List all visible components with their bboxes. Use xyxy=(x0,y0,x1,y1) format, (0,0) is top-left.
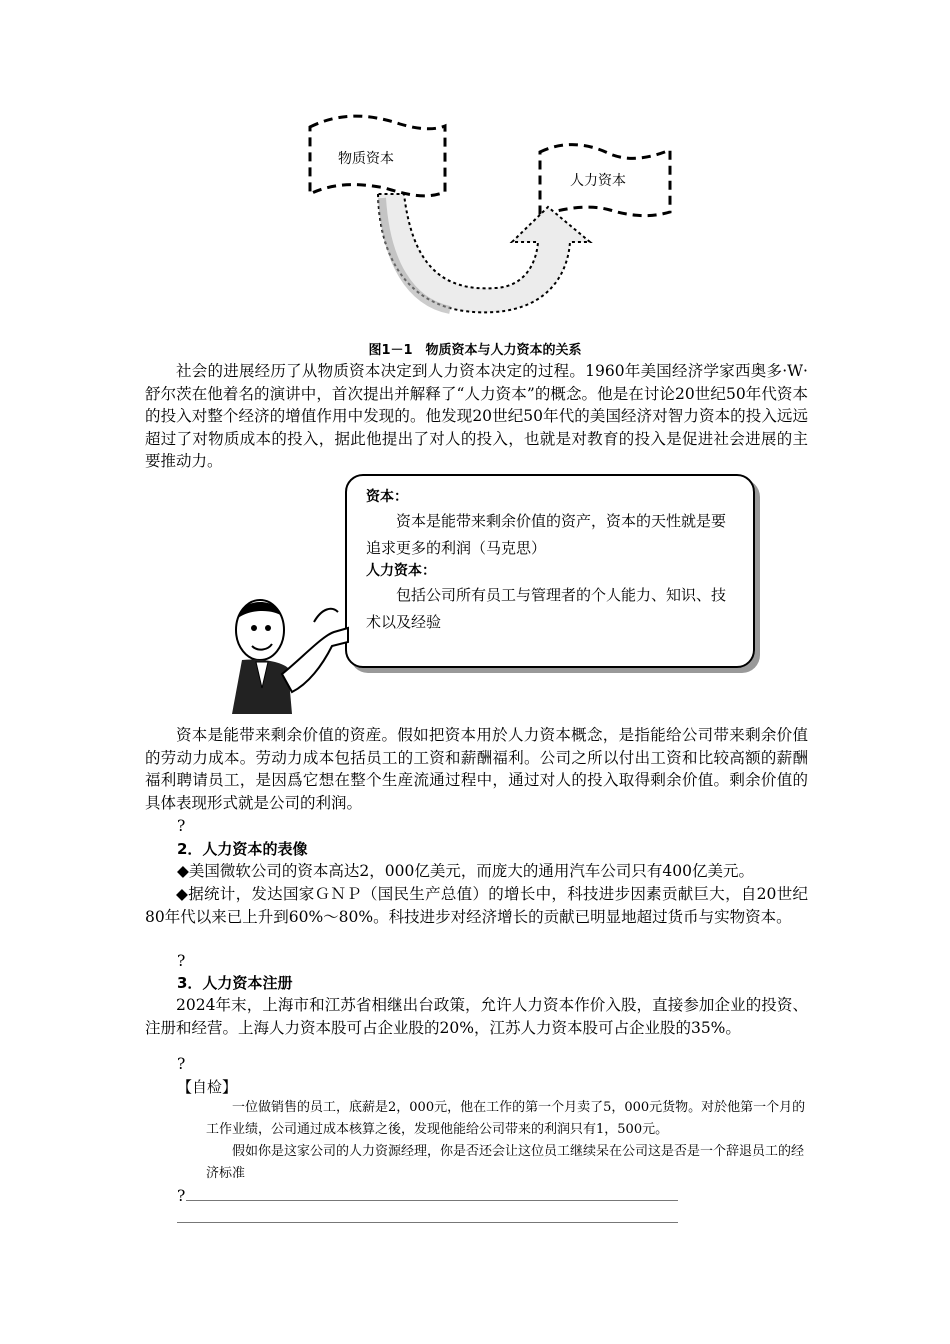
question-mark-2: ? xyxy=(177,952,186,970)
intro-paragraph: 社会的进展经历了从物质资本决定到人力资本决定的过程。1960年美国经济学家西奥多·W·舒尔茨在他着名的演讲中，首次提出并解释了“人力资本”的概念。他是在讨论20世纪50年代资本的投入对整个经济的增值作用中发现的。他发现20世纪50年代的美国经济对智力资本的投入远远超过了对物质成本的投入，据此他提出了对人的投入，也就是对教育的投入是促进社会进展的主要推动力。 xyxy=(145,362,808,470)
question-mark-1: ? xyxy=(177,817,186,835)
section3-paragraph: 2024年末，上海市和江苏省相继出台政策，允许人力资本作价入股，直接参加企业的投资、注册和经营。上海人力资本股可占企业股的20%，江苏人力资本股可占企业股的35%。 xyxy=(145,996,808,1037)
section2-bullet-1: ◆美国微软公司的资本高达2，000亿美元，而庞大的通用汽车公司只有400亿美元。 xyxy=(177,862,754,880)
question-mark-4: ? xyxy=(177,1187,186,1205)
answer-line-2[interactable] xyxy=(177,1222,678,1223)
question-mark-3: ? xyxy=(177,1055,186,1073)
capital-paragraph: 资本是能带来剩余价值的资産。假如把资本用於人力资本概念，是指能给公司带来剩余价值的劳动力成本。劳动力成本包括员工的工资和薪酬福利。公司之所以付出工资和比较高额的薪酬福利聘请员工，是因爲它想在整个生産流通过程中，通过对人的投入取得剩余价值。剩余价值的具体表现形式就是公司的利润。 xyxy=(145,726,808,812)
capital-relationship-diagram xyxy=(300,112,680,327)
callout-def-capital: 资本是能带来剩余价值的资产，资本的天性就是要追求更多的利润（马克思） xyxy=(366,512,727,557)
selfcheck-title: 【自检】 xyxy=(177,1078,238,1096)
answer-line-1[interactable] xyxy=(186,1200,678,1201)
section3-heading: 3．人力资本注册 xyxy=(177,974,293,992)
callout-term-capital: 资本： xyxy=(366,489,408,505)
label-physical-capital: 物质资本 xyxy=(338,151,394,167)
selfcheck-paragraph-2: 假如你是这家公司的人力资源经理，你是否还会让这位员工继续呆在公司这是否是一个辞退员工的经济标准 xyxy=(206,1144,805,1181)
selfcheck-paragraph-1: 一位做销售的员工，底薪是2，000元，他在工作的第一个月卖了5，000元货物。对於他第一个月的工作业绩，公司通过成本核算之後，发现他能给公司带来的利润只有1，500元。 xyxy=(206,1100,806,1137)
label-human-capital: 人力资本 xyxy=(570,173,626,189)
section2-bullet-2: ◆据统计，发达国家ＧＮＰ（国民生产总值）的增长中，科技进步因素贡献巨大，自20世纪80年代以来已上升到60%～80%。科技进步对经济增长的贡献已明显地超过货币与实物资本。 xyxy=(145,885,808,926)
figure-caption: 图1－1 物质资本与人力资本的关系 xyxy=(368,343,582,358)
callout-def-human-capital: 包括公司所有员工与管理者的个人能力、知识、技术以及经验 xyxy=(366,586,727,631)
callout-term-human-capital: 人力资本： xyxy=(366,563,436,579)
section2-heading: 2．人力资本的表像 xyxy=(177,840,308,858)
figure-diagram xyxy=(300,112,680,327)
cartoon-man-pointing-icon xyxy=(222,588,352,716)
curved-arrow-icon xyxy=(378,194,590,312)
